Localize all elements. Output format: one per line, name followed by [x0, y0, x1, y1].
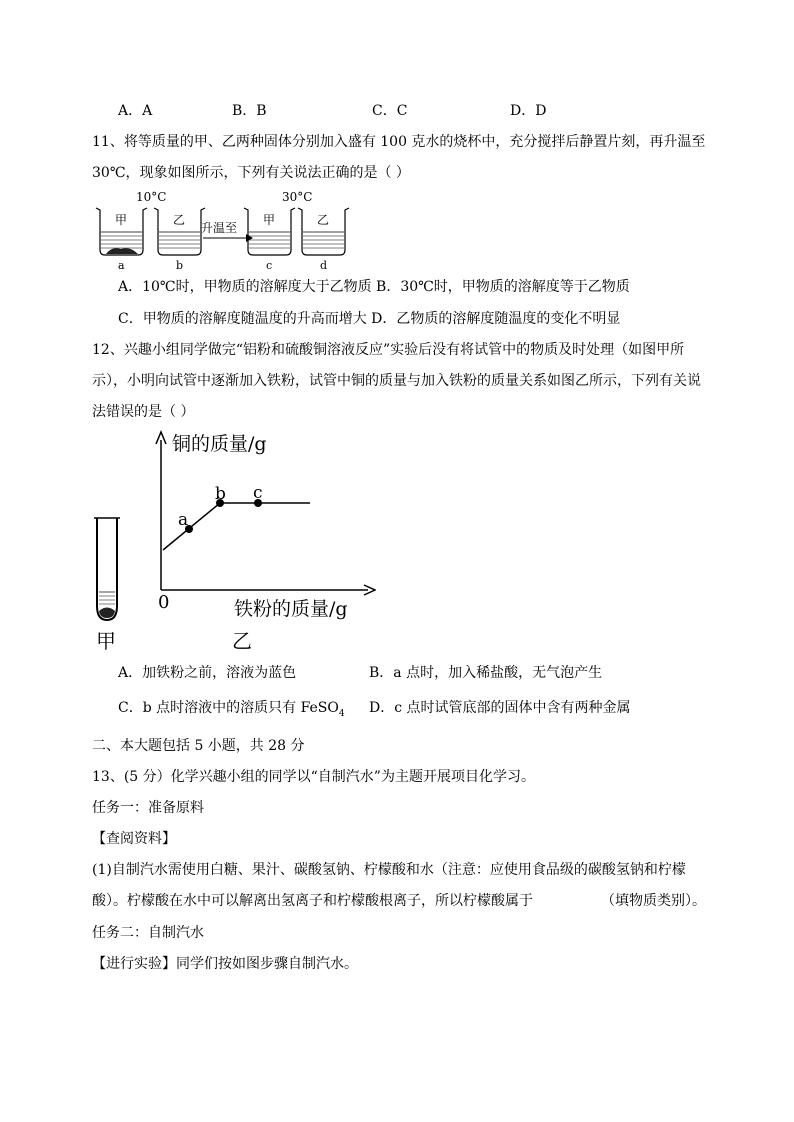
- q11-options-line2: C．甲物质的溶解度随温度的升高而增大 D．乙物质的溶解度随温度的变化不明显: [118, 311, 621, 327]
- q12-option-c: C．b 点时溶液中的溶质只有 FeSO$_4$: [118, 700, 345, 719]
- heading-experiment: 【进行实验】: [92, 956, 176, 972]
- q12-option-a: A．加铁粉之前，溶液为蓝色: [118, 665, 297, 681]
- q11-stem-line1: 11、将等质量的甲、乙两种固体分别加入盛有 100 克水的烧杯中，充分搅拌后静置片刻，再升温至: [92, 134, 706, 150]
- beaker-d-label: 乙: [317, 213, 330, 227]
- q10-option-c: C．C: [372, 103, 408, 119]
- copper-solid-icon: [99, 608, 115, 619]
- undissolved-solid-icon: [106, 248, 138, 254]
- q13-p2: 【进行实验】同学们按如图步骤自制汽水。: [92, 956, 358, 972]
- tube-label: 甲: [96, 629, 116, 653]
- beaker-b: [154, 208, 205, 272]
- arrow-head-icon: [246, 234, 253, 242]
- point-b-label: b: [215, 484, 226, 504]
- q12-stem-line3: 法错误的是（ ）: [92, 404, 195, 420]
- origin-label: 0: [158, 592, 170, 613]
- beaker-c-label: 甲: [263, 213, 276, 227]
- q10-option-d: D．D: [510, 103, 547, 119]
- q13-stem: 13、(5 分）化学兴趣小组的同学以“自制汽水”为主题开展项目化学习。: [92, 769, 535, 785]
- q11-beaker-figure: [88, 188, 358, 274]
- q12-option-b: B．a 点时，加入稀盐酸，无气泡产生: [369, 665, 603, 681]
- q12-option-d: D．c 点时试管底部的固体中含有两种金属: [369, 700, 631, 716]
- temp-right-label: 30°C: [282, 190, 313, 204]
- x-axis-label: 铁粉的质量/g: [234, 598, 348, 620]
- copper-mass-graph: [156, 432, 375, 653]
- beaker-a-label: 甲: [115, 213, 128, 227]
- beaker-a: [96, 208, 147, 272]
- task1-title: 任务一：准备原料: [92, 800, 204, 816]
- q11-options-line1: A．10℃时，甲物质的溶解度大于乙物质 B．30℃时，甲物质的溶解度等于乙物质: [118, 279, 630, 295]
- beaker-b-letter: b: [176, 259, 184, 272]
- beaker-c: [244, 208, 295, 272]
- q11-stem-line2: 30℃，现象如图所示，下列有关说法正确的是（ ）: [92, 165, 410, 181]
- task2-title: 任务二：自制汽水: [92, 925, 204, 941]
- point-c-label: c: [253, 483, 263, 503]
- beaker-d: [298, 208, 349, 272]
- heading-check-info: 【查阅资料】: [92, 831, 176, 847]
- graph-label: 乙: [232, 629, 252, 653]
- q12-figure: [86, 426, 376, 656]
- q12-stem-line2: 示），小明向试管中逐渐加入铁粉，试管中铜的质量与加入铁粉的质量关系如图乙所示，下列有关说: [92, 373, 701, 389]
- section-2-heading: 二、本大题包括 5 小题，共 28 分: [92, 738, 305, 754]
- heating-arrow: [201, 220, 253, 242]
- q12-stem-line1: 12、兴趣小组同学做完“铝粉和硫酸铜溶液反应”实验后没有将试管中的物质及时处理（如图甲所: [92, 342, 685, 358]
- y-axis-label: 铜的质量/g: [172, 433, 267, 455]
- point-a-label: a: [178, 510, 189, 530]
- beaker-b-label: 乙: [173, 213, 186, 227]
- q13-p1-line2: 酸）。柠檬酸在水中可以解离出氢离子和柠檬酸根离子，所以柠檬酸属于 （填物质类别）。: [92, 893, 706, 909]
- beaker-d-letter: d: [320, 259, 328, 272]
- beaker-a-letter: a: [118, 259, 125, 272]
- q10-option-a: A．A: [118, 103, 153, 119]
- temp-left-label: 10°C: [136, 190, 167, 204]
- q10-option-b: B．B: [232, 103, 267, 119]
- subscript-4: 4: [338, 708, 345, 719]
- beaker-c-letter: c: [266, 259, 273, 272]
- q13-p1-line1: (1)自制汽水需使用白糖、果汁、碳酸氢钠、柠檬酸和水（注意：应使用食品级的碳酸氢钠和柠檬: [92, 862, 686, 878]
- test-tube: [94, 518, 120, 653]
- arrow-label: 升温至: [201, 221, 238, 235]
